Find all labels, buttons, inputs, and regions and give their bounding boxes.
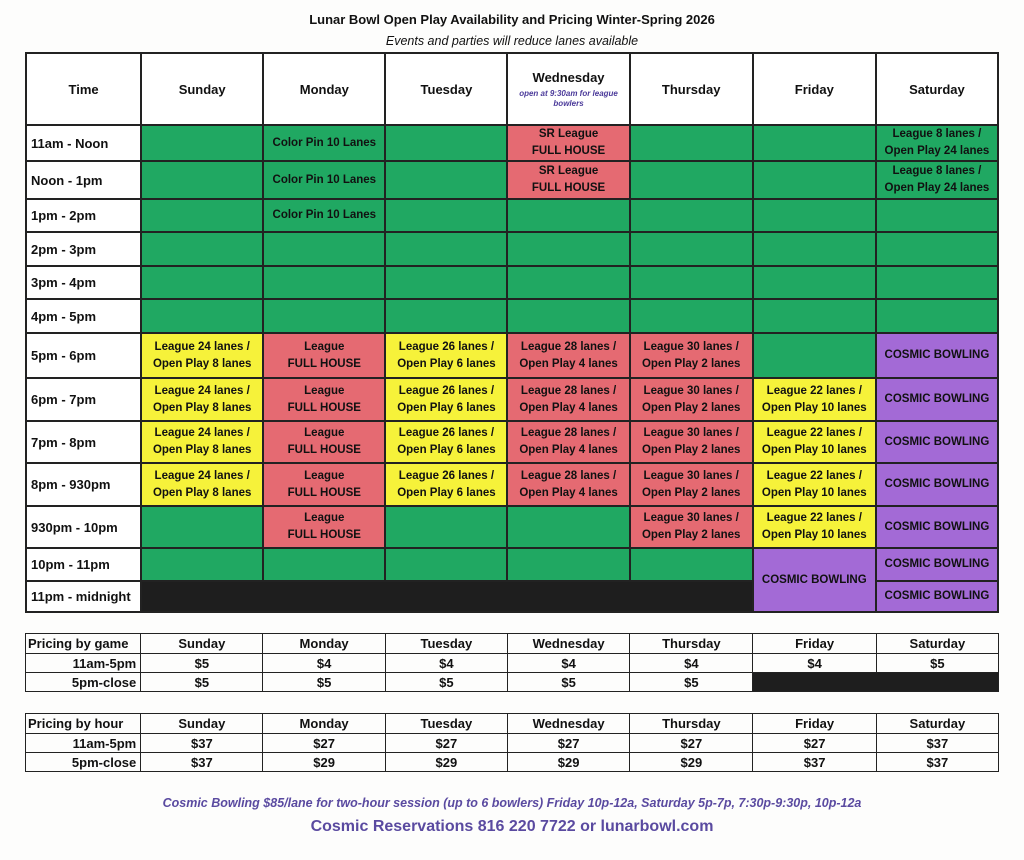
schedule-cell bbox=[876, 266, 998, 299]
schedule-cell: League 24 lanes / Open Play 8 lanes bbox=[141, 333, 263, 378]
pricing-game-label: Pricing by game bbox=[26, 634, 141, 654]
schedule-cell bbox=[876, 199, 998, 232]
pricing-game-day: Wednesday bbox=[507, 634, 629, 654]
schedule-cell: League 30 lanes / Open Play 2 lanes bbox=[630, 421, 753, 463]
schedule-cell bbox=[385, 161, 507, 199]
schedule-cell: COSMIC BOWLING bbox=[876, 378, 998, 421]
time-slot-label: 3pm - 4pm bbox=[26, 266, 141, 299]
day-header-monday: Monday bbox=[263, 53, 385, 125]
schedule-cell bbox=[753, 125, 876, 161]
schedule-cell: League FULL HOUSE bbox=[263, 421, 385, 463]
pricing-hour-price-cell: $29 bbox=[385, 753, 507, 772]
pricing-hour-price-cell: $37 bbox=[141, 753, 263, 772]
schedule-cell bbox=[141, 266, 263, 299]
schedule-cell: COSMIC BOWLING bbox=[876, 333, 998, 378]
schedule-cell: League 28 lanes / Open Play 4 lanes bbox=[507, 421, 629, 463]
schedule-cell bbox=[263, 299, 385, 333]
pricing-by-game-table bbox=[25, 633, 999, 692]
schedule-cell bbox=[876, 232, 998, 266]
schedule-cell bbox=[385, 232, 507, 266]
pricing-hour-price-cell: $37 bbox=[141, 734, 263, 753]
time-slot-label: Noon - 1pm bbox=[26, 161, 141, 199]
schedule-cell bbox=[630, 161, 753, 199]
schedule-cell: League FULL HOUSE bbox=[263, 333, 385, 378]
day-header-wednesday bbox=[507, 53, 629, 125]
schedule-cell: League 28 lanes / Open Play 4 lanes bbox=[507, 463, 629, 506]
pricing-hour-price-cell: $37 bbox=[876, 753, 998, 772]
pricing-hour-day: Friday bbox=[753, 714, 876, 734]
time-slot-label: 10pm - 11pm bbox=[26, 548, 141, 581]
schedule-cell: League 30 lanes / Open Play 2 lanes bbox=[630, 378, 753, 421]
schedule-table bbox=[25, 52, 999, 613]
day-header-saturday: Saturday bbox=[876, 53, 998, 125]
schedule-cell bbox=[507, 266, 629, 299]
pricing-game-price-cell: $5 bbox=[141, 673, 263, 692]
schedule-cell bbox=[630, 125, 753, 161]
pricing-hour-price-cell: $27 bbox=[630, 734, 753, 753]
schedule-row bbox=[26, 333, 998, 378]
schedule-cell bbox=[385, 199, 507, 232]
schedule-cell bbox=[630, 548, 753, 581]
schedule-cell bbox=[753, 299, 876, 333]
page-subtitle: Events and parties will reduce lanes available bbox=[385, 34, 639, 48]
time-slot-label: 4pm - 5pm bbox=[26, 299, 141, 333]
schedule-header-row bbox=[26, 53, 998, 125]
pricing-game-price-cell: $5 bbox=[385, 673, 507, 692]
schedule-cell bbox=[753, 333, 876, 378]
schedule-cell bbox=[876, 299, 998, 333]
pricing-game-price-cell: $4 bbox=[263, 654, 385, 673]
pricing-hour-row bbox=[26, 734, 999, 753]
schedule-cell: League 24 lanes / Open Play 8 lanes bbox=[141, 378, 263, 421]
pricing-game-price-cell: $4 bbox=[507, 654, 629, 673]
day-header-thursday: Thursday bbox=[630, 53, 753, 125]
pricing-game-price-cell: $5 bbox=[507, 673, 629, 692]
schedule-cell bbox=[263, 548, 385, 581]
schedule-row bbox=[26, 299, 998, 333]
schedule-cell bbox=[753, 266, 876, 299]
pricing-hour-day: Sunday bbox=[141, 714, 263, 734]
schedule-cell: League 28 lanes / Open Play 4 lanes bbox=[507, 378, 629, 421]
schedule-cell bbox=[630, 232, 753, 266]
schedule-cell: League 28 lanes / Open Play 4 lanes bbox=[507, 333, 629, 378]
schedule-cell bbox=[630, 266, 753, 299]
pricing-game-price-cell: $5 bbox=[876, 654, 998, 673]
reservations-line: Cosmic Reservations 816 220 7722 or lunarbowl.com bbox=[310, 818, 714, 835]
pricing-hour-price-cell: $29 bbox=[507, 753, 629, 772]
pricing-game-price-cell: $4 bbox=[385, 654, 507, 673]
schedule-cell bbox=[141, 548, 263, 581]
pricing-hour-price-cell: $27 bbox=[753, 734, 876, 753]
schedule-cell: Color Pin 10 Lanes bbox=[263, 125, 385, 161]
pricing-game-day: Sunday bbox=[141, 634, 263, 654]
pricing-hour-day: Thursday bbox=[630, 714, 753, 734]
schedule-cell: COSMIC BOWLING bbox=[876, 548, 998, 581]
schedule-cell: League 8 lanes / Open Play 24 lanes bbox=[876, 125, 998, 161]
pricing-game-day: Friday bbox=[753, 634, 876, 654]
schedule-cell: League 22 lanes / Open Play 10 lanes bbox=[753, 378, 876, 421]
schedule-row bbox=[26, 378, 998, 421]
schedule-cell bbox=[141, 125, 263, 161]
schedule-row bbox=[26, 548, 998, 581]
pricing-game-day: Monday bbox=[263, 634, 385, 654]
pricing-hour-price-cell: $27 bbox=[385, 734, 507, 753]
schedule-cell: League FULL HOUSE bbox=[263, 378, 385, 421]
schedule-row bbox=[26, 266, 998, 299]
day-header-sunday: Sunday bbox=[141, 53, 263, 125]
pricing-game-time-label: 11am-5pm bbox=[26, 654, 141, 673]
schedule-cell: League 26 lanes / Open Play 6 lanes bbox=[385, 378, 507, 421]
schedule-cell bbox=[630, 299, 753, 333]
schedule-cell: SR League FULL HOUSE bbox=[507, 125, 629, 161]
pricing-game-price-cell: $4 bbox=[630, 654, 753, 673]
pricing-by-hour-table bbox=[25, 713, 999, 772]
schedule-cell: COSMIC BOWLING bbox=[876, 581, 998, 612]
schedule-cell: COSMIC BOWLING bbox=[876, 421, 998, 463]
schedule-cell bbox=[263, 266, 385, 299]
schedule-row bbox=[26, 199, 998, 232]
schedule-cell bbox=[141, 199, 263, 232]
pricing-game-price-cell: $4 bbox=[753, 654, 876, 673]
time-slot-label: 2pm - 3pm bbox=[26, 232, 141, 266]
schedule-cell bbox=[630, 199, 753, 232]
schedule-cell bbox=[263, 232, 385, 266]
time-slot-label: 8pm - 930pm bbox=[26, 463, 141, 506]
time-slot-label: 7pm - 8pm bbox=[26, 421, 141, 463]
time-slot-label: 6pm - 7pm bbox=[26, 378, 141, 421]
pricing-game-price-cell: $5 bbox=[630, 673, 753, 692]
schedule-cell: League 22 lanes / Open Play 10 lanes bbox=[753, 506, 876, 548]
day-header-tuesday: Tuesday bbox=[385, 53, 507, 125]
schedule-cell: League 26 lanes / Open Play 6 lanes bbox=[385, 421, 507, 463]
schedule-cell: Color Pin 10 Lanes bbox=[263, 161, 385, 199]
pricing-hour-day: Saturday bbox=[876, 714, 998, 734]
time-header: Time bbox=[26, 53, 141, 125]
time-slot-label: 11am - Noon bbox=[26, 125, 141, 161]
schedule-cell: League 8 lanes / Open Play 24 lanes bbox=[876, 161, 998, 199]
pricing-game-row bbox=[26, 654, 999, 673]
schedule-row bbox=[26, 506, 998, 548]
schedule-cell bbox=[507, 232, 629, 266]
schedule-cell: League 24 lanes / Open Play 8 lanes bbox=[141, 421, 263, 463]
schedule-cell: League FULL HOUSE bbox=[263, 463, 385, 506]
schedule-cell bbox=[385, 299, 507, 333]
pricing-hour-price-cell: $37 bbox=[876, 734, 998, 753]
schedule-cell: League 26 lanes / Open Play 6 lanes bbox=[385, 333, 507, 378]
schedule-cell: League 30 lanes / Open Play 2 lanes bbox=[630, 333, 753, 378]
schedule-cell bbox=[753, 199, 876, 232]
pricing-game-price-cell: $5 bbox=[263, 673, 385, 692]
pricing-hour-price-cell: $29 bbox=[263, 753, 385, 772]
schedule-row bbox=[26, 463, 998, 506]
schedule-cell: SR League FULL HOUSE bbox=[507, 161, 629, 199]
schedule-row bbox=[26, 421, 998, 463]
time-slot-label: 11pm - midnight bbox=[26, 581, 141, 612]
time-slot-label: 5pm - 6pm bbox=[26, 333, 141, 378]
schedule-cell bbox=[385, 125, 507, 161]
schedule-cell: COSMIC BOWLING bbox=[876, 506, 998, 548]
schedule-cell bbox=[385, 506, 507, 548]
pricing-game-row bbox=[26, 673, 999, 692]
pricing-hour-label: Pricing by hour bbox=[26, 714, 141, 734]
pricing-game-header-row bbox=[26, 634, 999, 654]
pricing-game-day: Thursday bbox=[630, 634, 753, 654]
pricing-hour-row bbox=[26, 753, 999, 772]
pricing-hour-price-cell: $37 bbox=[753, 753, 876, 772]
schedule-cell bbox=[507, 548, 629, 581]
pricing-game-time-label: 5pm-close bbox=[26, 673, 141, 692]
pricing-game-price-cell: $5 bbox=[141, 654, 263, 673]
pricing-hour-header-row bbox=[26, 714, 999, 734]
schedule-cell: Color Pin 10 Lanes bbox=[263, 199, 385, 232]
schedule-cell: League 24 lanes / Open Play 8 lanes bbox=[141, 463, 263, 506]
schedule-row bbox=[26, 232, 998, 266]
schedule-cell: League 30 lanes / Open Play 2 lanes bbox=[630, 506, 753, 548]
pricing-hour-day: Wednesday bbox=[507, 714, 629, 734]
schedule-cell bbox=[385, 548, 507, 581]
schedule-cell bbox=[141, 581, 753, 612]
pricing-game-price-cell bbox=[753, 673, 999, 692]
page-title: Lunar Bowl Open Play Availability and Pricing Winter-Spring 2026 bbox=[309, 12, 715, 27]
pricing-hour-time-label: 11am-5pm bbox=[26, 734, 141, 753]
schedule-cell bbox=[507, 506, 629, 548]
schedule-cell bbox=[141, 299, 263, 333]
pricing-hour-price-cell: $27 bbox=[263, 734, 385, 753]
schedule-cell bbox=[141, 161, 263, 199]
schedule-cell bbox=[507, 199, 629, 232]
pricing-hour-day: Monday bbox=[263, 714, 385, 734]
schedule-cell bbox=[753, 232, 876, 266]
schedule-cell: League 22 lanes / Open Play 10 lanes bbox=[753, 463, 876, 506]
schedule-row bbox=[26, 161, 998, 199]
schedule-cell bbox=[753, 161, 876, 199]
schedule-cell bbox=[507, 299, 629, 333]
day-label: Wednesday bbox=[532, 69, 605, 85]
schedule-cell bbox=[141, 506, 263, 548]
schedule-cell: COSMIC BOWLING bbox=[753, 548, 876, 612]
cosmic-bowling-note: Cosmic Bowling $85/lane for two-hour session (up to 6 bowlers) Friday 10p-12a, Saturday 5p-7p, 7:30p-9:30p, 10p-12a bbox=[162, 796, 862, 810]
day-header-friday: Friday bbox=[753, 53, 876, 125]
schedule-cell bbox=[385, 266, 507, 299]
schedule-cell bbox=[141, 232, 263, 266]
pricing-hour-price-cell: $27 bbox=[507, 734, 629, 753]
pricing-hour-day: Tuesday bbox=[385, 714, 507, 734]
schedule-cell: League FULL HOUSE bbox=[263, 506, 385, 548]
schedule-row bbox=[26, 125, 998, 161]
schedule-cell: League 26 lanes / Open Play 6 lanes bbox=[385, 463, 507, 506]
schedule-cell: League 30 lanes / Open Play 2 lanes bbox=[630, 463, 753, 506]
wednesday-note: open at 9:30am for league bowlers bbox=[519, 88, 618, 108]
time-slot-label: 1pm - 2pm bbox=[26, 199, 141, 232]
schedule-cell: League 22 lanes / Open Play 10 lanes bbox=[753, 421, 876, 463]
time-slot-label: 930pm - 10pm bbox=[26, 506, 141, 548]
pricing-game-day: Tuesday bbox=[385, 634, 507, 654]
pricing-hour-time-label: 5pm-close bbox=[26, 753, 141, 772]
pricing-game-day: Saturday bbox=[876, 634, 998, 654]
pricing-hour-price-cell: $29 bbox=[630, 753, 753, 772]
schedule-cell: COSMIC BOWLING bbox=[876, 463, 998, 506]
